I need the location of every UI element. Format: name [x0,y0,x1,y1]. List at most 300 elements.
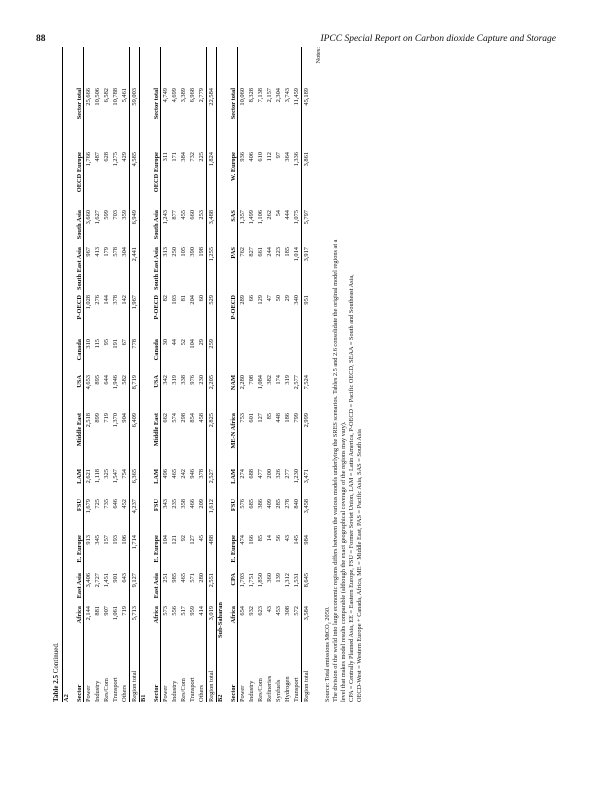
row-label: Hydrogen [284,676,291,702]
table-cell: 66 [248,295,255,302]
table-cell: 719 [121,606,128,616]
table-cell: 628 [103,152,110,162]
table-cell: 623 [257,606,264,616]
table-cell: 25,666 [85,88,92,106]
table-cell: 343 [162,499,169,509]
table-cell: 106 [121,535,128,545]
table-cell: 285 [275,499,282,509]
column-header: South East Asia [153,247,160,290]
column-header: Canada [76,339,83,361]
table-cell: 186 [284,413,291,423]
column-header: Sector [230,684,237,702]
table-cell: 44 [171,339,178,346]
table-cell: 2,205 [208,375,215,390]
table-cell: 174 [275,375,282,385]
table-cell: 47 [266,295,273,302]
row-label: Res/Com [257,678,264,702]
table-cell: 50 [275,295,282,302]
table-cell: 319 [284,375,291,385]
table-cell: 280 [198,573,205,583]
column-header: LAM [230,469,237,484]
table-cell: 81 [180,295,187,302]
table-cell: 115 [94,339,101,349]
table-cell: 458 [198,413,205,423]
row-label: Region total [208,670,215,702]
table-cell: 277 [284,469,291,479]
table-cell: 92 [180,535,187,542]
column-header: E. Europe [230,535,237,563]
table-cell: 198 [198,247,205,257]
table-cell: 313 [162,247,169,257]
table-cell: 2,727 [94,573,101,588]
rotated-table-page [52,47,552,702]
note-line: CPA = Centrally Planned Asia, EE = Eastern Europe, FSU = Former Soviet Union, LAM = Latin America, P-OECD = Pacific OECD, SEAA = South and Southeast Asia, [348,274,355,702]
column-header: FSU [153,499,160,512]
column-header: E. Europe [153,535,160,563]
table-cell: 1,714 [131,535,138,550]
table-cell: 4,699 [171,88,178,103]
row-label: Power [162,685,169,702]
table-cell: 1,075 [293,210,300,225]
table-row [292,47,301,702]
column-header: P-OECD [230,295,237,320]
table-cell: 54 [275,210,282,217]
table-cell: 959 [189,606,196,616]
table-cell: 166 [248,535,255,545]
table-cell: 360 [266,573,273,583]
column-header: OECD Europe [153,152,160,193]
table-cell: 799 [293,413,300,423]
table-cell: 753 [239,413,246,423]
table-cell: 1,531 [293,573,300,588]
table-cell: 907 [103,606,110,616]
table-cell: 56 [275,535,282,542]
table-cell: 654 [239,606,246,616]
header-row [71,47,84,702]
table-cell: 1,084 [257,375,264,390]
column-header: LAM [76,469,83,484]
table-cell: 660 [189,210,196,220]
row-label: Region total [303,670,310,702]
table-cell: 3,584 [303,606,310,621]
table-cell: 1,243 [162,210,169,225]
table-cell: 9,127 [131,573,138,588]
table-cell [256,339,265,375]
table-cell: 599 [103,210,110,220]
table-cell: 85 [257,535,264,542]
table-row [170,47,179,702]
table-cell: 601 [248,413,255,423]
table-cell: 378 [198,469,205,479]
table-row [247,47,256,702]
table-cell: 578 [112,247,119,257]
column-header: South Asia [76,210,83,240]
table-cell: 139 [275,573,282,583]
table-cell: 1,627 [94,210,101,225]
table-cell: 877 [171,210,178,220]
table-cell: 253 [198,210,205,220]
table-cell: 338 [180,375,187,385]
table-cell: 406 [248,152,255,162]
table-cell: 251 [162,573,169,583]
table-cell: 2,825 [208,413,215,428]
table-cell: 82 [162,295,169,302]
notes-title: Notes: [315,47,322,64]
table-cell: 901 [112,573,119,583]
table-cell: 319 [171,375,178,385]
table-cell: 662 [162,413,169,423]
table-cell: 127 [257,413,264,423]
table-cell: 230 [198,375,205,385]
table-cell: 5,713 [131,606,138,621]
table-cell: 477 [257,469,264,479]
column-header: Sector total [230,88,237,120]
table-cell: 1,499 [248,210,255,225]
table-cell: 8,328 [248,88,255,103]
table-cell: 719 [103,413,110,423]
table-cell: 517 [180,606,187,616]
table-caption [52,47,61,702]
table-cell: 6,409 [131,413,138,428]
table-cell: 2,621 [85,469,92,484]
column-header: Sector [76,684,83,702]
table-cell: 466 [189,499,196,509]
table-cell: 1,751 [248,573,255,588]
table-cell: 2,779 [198,88,205,103]
row-label: Industry [171,680,178,702]
table-cell: 104 [189,339,196,349]
table-row [188,47,197,702]
row-label: Others [198,684,205,702]
emissions-table [63,47,311,702]
column-header: LAM [153,469,160,484]
table-cell: 378 [112,295,119,305]
table-cell: 10,060 [239,88,246,106]
table-cell: 127 [189,535,196,545]
table-cell: 2,527 [208,469,215,484]
table-cell: 359 [121,210,128,220]
column-header: Sector [153,684,160,702]
table-cell: 571 [189,573,196,583]
note-line: Source: Total emissions MtCO₂ 2050. [324,606,331,702]
table-cell: 3,458 [303,499,310,514]
column-header: East Asia [153,573,160,599]
table-cell: 390 [189,247,196,257]
table-cell: 455 [180,210,187,220]
table-cell: 754 [121,469,128,479]
table-cell: 3,660 [85,210,92,225]
table-cell: 574 [171,413,178,423]
table-cell: 209 [198,499,205,509]
column-header: ME-N Africa [230,413,237,449]
column-header: USA [153,375,160,388]
table-cell: 311 [162,152,169,162]
table-cell: 644 [103,375,110,385]
table-cell: 452 [121,499,128,509]
table-cell: 576 [239,499,246,509]
table-cell: 582 [121,375,128,385]
table-cell: 444 [284,210,291,220]
table-cell: 345 [94,535,101,545]
table-cell: 384 [180,152,187,162]
table-cell: 95 [103,339,110,346]
table-cell: 179 [103,247,110,257]
table-cell: 105 [180,247,187,257]
running-title: IPCC Special Report on Carbon dioxide Capture and Storage [320,34,556,44]
table-cell: 6,949 [131,210,138,225]
table-cell: 913 [85,535,92,545]
page-number: 88 [36,34,46,44]
table-cell: 899 [94,413,101,423]
column-header: Middle East [153,413,160,447]
table-cell: 946 [189,469,196,479]
table-cell: 185 [284,247,291,257]
table-cell: 298 [180,413,187,423]
table-cell: 1,703 [239,573,246,588]
header-row [148,47,161,702]
table-cell: 1,370 [112,413,119,428]
table-cell: 244 [266,247,273,257]
table-cell: 30 [162,339,169,346]
table-cell: 4,585 [131,152,138,167]
table-cell: 685 [248,499,255,509]
table-cell: 3,861 [303,152,310,167]
table-cell: 610 [257,152,264,162]
table-cell: 778 [131,339,138,349]
table-cell: 259 [208,339,215,349]
table-cell: 8,719 [131,375,138,390]
table-cell: 414 [198,606,205,616]
table-cell: 1,967 [131,295,138,310]
table-label: Table 2.5 [52,675,60,702]
table-cell: 3,389 [180,88,187,103]
note-line: OECD-West = Western Europe + Canada, Africa, ME = Middle East, PAS = Pacific Asia, SAS = South Asia [356,429,363,702]
table-cell: 1,547 [112,469,119,484]
table-cell: 1,106 [257,210,264,225]
table-cell: 413 [94,247,101,257]
table-cell: 1,850 [257,573,264,588]
table-cell: 8,645 [303,573,310,588]
note-line: The division of the world into large economic regions differs between the various models underlying the SRES scenarios. Tables 2.5 and 2.6 consolidate the original model regions at a [332,239,339,702]
row-label: Refineries [266,675,273,702]
table-cell: 3,019 [208,606,215,621]
region-total-row [301,47,311,702]
table-cell: 2,577 [293,375,300,390]
table-cell: 276 [94,295,101,305]
table-cell: 827 [248,247,255,257]
table-cell: 52 [180,339,187,346]
row-label: Transport [112,677,119,702]
table-cell: 1,118 [94,469,101,484]
table-cell: 358 [180,499,187,509]
table-block-a2 [63,47,140,702]
table-cell: 985 [171,573,178,583]
table-cell: 14 [266,535,273,542]
table-cell: 1,357 [239,210,246,225]
table-cell: 171 [171,152,178,162]
table-cell: 4,653 [85,375,92,390]
table-cell: 142 [121,295,128,305]
table-block-b2 [217,47,311,702]
column-header: Middle East [76,413,83,447]
table-row [84,47,93,702]
table-cell: 242 [180,469,187,479]
row-label: Industry [94,680,101,702]
table-cell: 556 [171,606,178,616]
column-header: SAS [230,210,237,222]
table-cell: 145 [293,535,300,545]
table-cell: 409 [266,499,273,509]
table-cell: 2,304 [275,88,282,103]
table-row [120,47,129,702]
table-cell: 465 [171,469,178,479]
table-cell: 3,917 [303,247,310,262]
column-header: USA [76,375,83,388]
table-cell: 573 [162,606,169,616]
column-header: Africa [153,606,160,624]
table-cell: 1,766 [85,152,92,167]
table-cell: 465 [180,573,187,583]
table-cell: 386 [257,499,264,509]
table-cell: 932 [248,606,255,616]
table-cell: 340 [293,295,300,305]
table-cell: 59,003 [131,88,138,106]
table-cell: 3,406 [85,573,92,588]
table-cell: 429 [121,152,128,162]
table-cell: 854 [189,413,196,423]
table-cell: 45,189 [303,88,310,106]
column-header: Africa [230,606,237,624]
table-cell: 278 [284,499,291,509]
table-cell: 1,946 [112,375,119,390]
table-cell: 6,365 [131,469,138,484]
row-label: Transport [189,677,196,702]
table-cell: 1,824 [208,152,215,167]
table-cell: 1,255 [208,247,215,262]
row-label: Power [239,685,246,702]
table-cell: 274 [239,469,246,479]
table-cell: 97 [275,152,282,159]
table-cell: 951 [303,295,310,305]
row-label: Industry [248,680,255,702]
table-cell: 10,788 [112,88,119,106]
table-cell: 529 [208,295,215,305]
table-cell: 5,461 [121,88,128,103]
table-cell: 5,797 [303,210,310,225]
table-cell: 262 [266,210,273,220]
table-cell: 487 [94,152,101,162]
region-total-row [206,47,216,702]
column-header: NAM [230,375,237,391]
table-cell: 60 [198,295,205,302]
table-cell: 2,144 [85,606,92,621]
table-cell: 121 [171,535,178,545]
block-label: A2 [63,694,70,702]
table-cell: 310 [85,339,92,349]
column-header: Sector total [153,88,160,120]
table-row [265,47,274,702]
table-cell: 103 [171,295,178,305]
table-cell: 688 [248,469,255,479]
table-row [274,47,283,702]
table-cell: 732 [189,152,196,162]
table-cell [238,339,247,375]
column-header: Sector total [76,88,83,120]
table-cell: 7,524 [303,375,310,390]
table-cell: 967 [85,247,92,257]
table-cell: 1,336 [293,152,300,167]
column-header: FSU [230,499,237,512]
table-row [238,47,247,702]
table-cell: 2,551 [208,573,215,588]
table-cell: 304 [121,247,128,257]
table-cell: 325 [103,469,110,479]
table-cell: 1,679 [85,499,92,514]
column-header: P-OECD [76,295,83,320]
column-header: W. Europe [230,152,237,182]
table-cell: 936 [239,152,246,162]
table-cell: 10,506 [94,88,101,106]
table-cell: 646 [112,499,119,509]
column-header: PAS [230,247,237,259]
table-cell: 223 [275,247,282,257]
table-cell: 3,471 [303,469,310,484]
table-cell: 1,612 [208,499,215,514]
table-cell: 235 [171,499,178,509]
table-cell: 382 [266,375,273,385]
table-caption-suffix: Continued. [52,642,60,676]
table-cell: 144 [103,295,110,305]
table-cell: 904 [121,413,128,423]
table-row [179,47,188,702]
table-cell: 895 [94,375,101,385]
table-cell: 6,582 [103,88,110,103]
table-cell: 3,488 [208,210,215,225]
table-cell: 2,999 [303,413,310,428]
note-line: level that makes model results comparable (although the exact geographical coverage of the regions may vary). [340,421,347,702]
table-block-b1 [140,47,217,702]
row-label: Region total [131,670,138,702]
column-header: OECD Europe [76,152,83,193]
table-cell: 2,280 [239,375,246,390]
block-label: B1 [140,694,147,702]
column-header: Canada [153,339,160,361]
table-cell: 191 [112,339,119,349]
table-cell: 225 [198,152,205,162]
table-cell: 496 [162,469,169,479]
table-row [197,47,206,702]
table-cell: 2,441 [131,247,138,262]
block-subtitle: Sub-Saharan [217,602,224,638]
table-cell: 2,518 [85,413,92,428]
table-cell: 85 [266,413,273,420]
table-cell: 703 [112,210,119,220]
table-cell: 1,275 [112,152,119,167]
table-cell: 1,028 [85,295,92,310]
block-label: B2 [217,694,224,702]
row-label: Others [121,684,128,702]
table-cell [302,339,311,375]
table-cell: 572 [293,606,300,616]
table-cell: 453 [275,606,282,616]
column-header: FSU [76,499,83,512]
table-cell: 250 [171,247,178,257]
table-cell: 22,584 [208,88,215,106]
table-notes [315,47,364,702]
table-cell [265,339,274,375]
table-cell: 1,230 [293,469,300,484]
table-cell: 4,749 [162,88,169,103]
